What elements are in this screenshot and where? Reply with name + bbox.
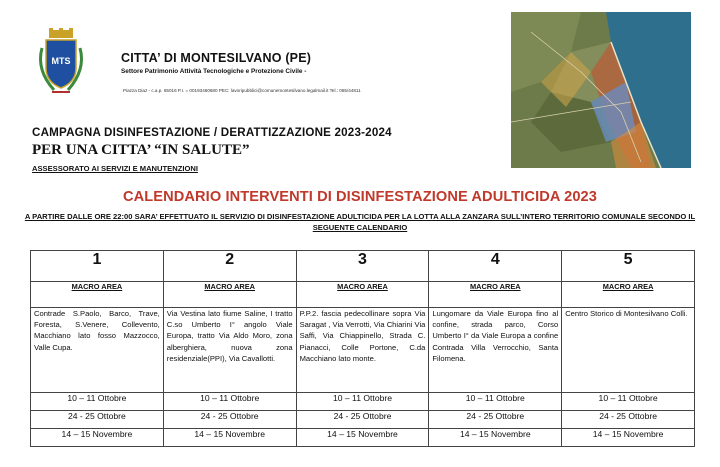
office-name: ASSESSORATO AI SERVIZI E MANUTENZIONI xyxy=(32,164,198,173)
intervention-date: 10 – 11 Ottobre xyxy=(429,393,562,411)
area-description: Via Vestina lato fiume Saline, I tratto C.so Umberto I° angolo Viale Europa, tratto Via Aldo Moro, zona alberghiera, nuova zona residenziale(PPI), Via Cavallotti. xyxy=(163,308,296,393)
macro-area-cell xyxy=(562,282,695,308)
intervention-date: 14 – 15 Novembre xyxy=(296,429,429,447)
date-row-2 xyxy=(31,411,695,429)
intervention-date: 14 – 15 Novembre xyxy=(31,429,164,447)
intervention-date: 14 – 15 Novembre xyxy=(429,429,562,447)
area-description: Contrade S.Paolo, Barco, Trave, Foresta, S.Venere, Collevento, Macchiano lato fosso Mazzocco, Valle Cupa. xyxy=(31,308,164,393)
intervention-date: 10 – 11 Ottobre xyxy=(31,393,164,411)
intervention-date: 10 – 11 Ottobre xyxy=(163,393,296,411)
intervention-date: 10 – 11 Ottobre xyxy=(296,393,429,411)
intervention-date: 24 - 25 Ottobre xyxy=(429,411,562,429)
macro-area-cell xyxy=(296,282,429,308)
campaign-title: CAMPAGNA DISINFESTAZIONE / DERATTIZZAZIONE 2023-2024 xyxy=(32,126,392,139)
area-description: Lungomare da Viale Europa fino al confine, strada parco, Corso Umberto I° da Viale Europa a confine Contrada Villa Verrocchio, Santa Filomena. xyxy=(429,308,562,393)
zone-number: 5 xyxy=(562,251,695,282)
city-crest-icon xyxy=(34,28,88,100)
calendar-title: CALENDARIO INTERVENTI DI DISINFESTAZIONE ADULTICIDA 2023 xyxy=(123,189,597,205)
campaign-slogan: PER UNA CITTA’ “IN SALUTE” xyxy=(32,142,250,158)
intervention-date: 24 - 25 Ottobre xyxy=(296,411,429,429)
macro-area-cell xyxy=(31,282,164,308)
contact-line: Piazza Diaz - c.a.p. 65016 P.I. = 00193460680 PEC: lavoripubblici@comunemontesilvano.legalmail.it Tel.: 085/44811 xyxy=(123,88,361,93)
zone-number: 1 xyxy=(31,251,164,282)
area-description: P.P.2. fascia pedecollinare sopra Via Saragat , Via Verrotti, Via Chiarini Via Saffi, Via Chiappinello, Strada C. Pianacci, Colle Portone, C.da Macchiano lato monte. xyxy=(296,308,429,393)
service-notice: A PARTIRE DALLE ORE 22:00 SARA’ EFFETTUATO IL SERVIZIO DI DISINFESTAZIONE ADULTICIDA PER LA LOTTA ALLA ZANZARA SULL’INTERO TERRITORIO COMUNALE SECONDO IL SEGUENTE CALENDARIO xyxy=(24,212,696,232)
crest-letters: MTS xyxy=(51,56,71,66)
zone-number: 2 xyxy=(163,251,296,282)
date-row-1 xyxy=(31,393,695,411)
intervention-date: 24 - 25 Ottobre xyxy=(562,411,695,429)
macro-area-row xyxy=(31,282,695,308)
macro-area-label: MACRO AREA xyxy=(204,282,256,291)
zone-number-row xyxy=(31,251,695,282)
calendar-table xyxy=(30,250,695,447)
macro-area-cell xyxy=(429,282,562,308)
macro-area-label: MACRO AREA xyxy=(71,282,123,291)
intervention-date: 10 – 11 Ottobre xyxy=(562,393,695,411)
macro-area-label: MACRO AREA xyxy=(602,282,654,291)
intervention-date: 24 - 25 Ottobre xyxy=(163,411,296,429)
area-description: Centro Storico di Montesilvano Colli. xyxy=(562,308,695,393)
macro-area-label: MACRO AREA xyxy=(337,282,388,291)
intervention-date: 14 – 15 Novembre xyxy=(562,429,695,447)
intervention-date: 24 - 25 Ottobre xyxy=(31,411,164,429)
date-row-3 xyxy=(31,429,695,447)
macro-area-cell xyxy=(163,282,296,308)
zone-map-icon xyxy=(511,12,691,168)
macro-area-label: MACRO AREA xyxy=(469,282,521,291)
zone-number: 4 xyxy=(429,251,562,282)
intervention-date: 14 – 15 Novembre xyxy=(163,429,296,447)
city-title: CITTA’ DI MONTESILVANO (PE) xyxy=(121,51,312,65)
zone-number: 3 xyxy=(296,251,429,282)
department-subtitle: Settore Patrimonio Attività Tecnologiche e Protezione Civile - xyxy=(121,68,307,75)
area-description-row xyxy=(31,308,695,393)
